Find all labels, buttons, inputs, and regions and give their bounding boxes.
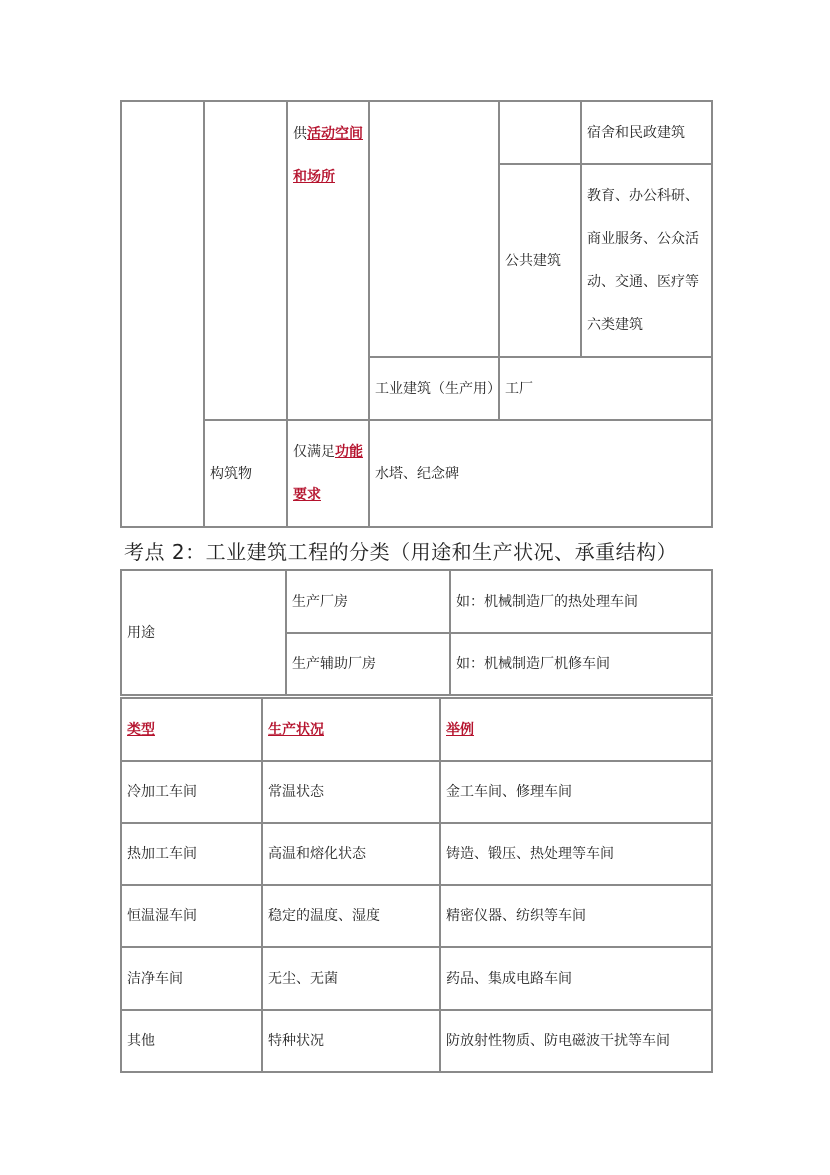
header-cell xyxy=(121,698,262,761)
cell-text: 药品、集成电路车间 xyxy=(446,970,572,987)
table-header-row xyxy=(121,698,712,761)
structure-cell xyxy=(204,420,287,527)
public-building-desc-cell xyxy=(581,164,712,357)
industrial-example: 工厂 xyxy=(505,380,533,397)
header-type: 类型 xyxy=(127,721,155,738)
factory-type: 生产厂房 xyxy=(292,593,348,610)
header-example: 举例 xyxy=(446,721,474,738)
cell-text: 稳定的温度、湿度 xyxy=(268,908,380,924)
table-cell xyxy=(121,947,262,1010)
table-cell xyxy=(450,633,712,695)
structure-desc-cell xyxy=(287,420,369,527)
cell-text: 冷加工车间 xyxy=(127,784,197,800)
section-heading xyxy=(124,536,677,565)
cell-text: 高温和熔化状态 xyxy=(268,846,366,862)
cell-text: 特种状况 xyxy=(268,1033,324,1049)
header-cell xyxy=(440,698,712,761)
table-cell xyxy=(440,1010,712,1072)
table-cell xyxy=(440,761,712,823)
table-cell xyxy=(121,885,262,947)
cell-text: 精密仪器、纺织等车间 xyxy=(446,908,586,924)
residential-sub-text: 宿舍和民政建筑 xyxy=(587,124,685,141)
usage-prefix: 供 xyxy=(293,126,307,142)
usage-category: 用途 xyxy=(127,624,155,641)
table-cell xyxy=(440,885,712,947)
cell-text: 热加工车间 xyxy=(127,846,197,862)
cell-text: 洁净车间 xyxy=(127,970,183,987)
structure-label: 构筑物 xyxy=(210,465,252,482)
header-cell xyxy=(262,698,440,761)
section-title: 考点 2：工业建筑工程的分类（用途和生产状况、承重结构） xyxy=(124,540,678,564)
table-cell xyxy=(262,885,440,947)
table-cell xyxy=(121,761,262,823)
table-cell xyxy=(262,947,440,1010)
production-status-table xyxy=(120,697,711,1073)
table-cell xyxy=(369,101,499,357)
usage-emphasis: 活动空间和场所 xyxy=(293,126,363,185)
header-status: 生产状况 xyxy=(268,721,324,738)
table-cell xyxy=(286,570,450,633)
cell-text: 铸造、锻压、热处理等车间 xyxy=(446,846,614,862)
cell-text: 其他 xyxy=(127,1033,155,1049)
cell-text: 恒温湿车间 xyxy=(127,908,197,924)
cell-text: 常温状态 xyxy=(268,784,324,800)
table-cell xyxy=(286,633,450,695)
industrial-example-cell xyxy=(499,357,712,420)
structure-emphasis: 功能要求 xyxy=(293,443,363,503)
table-cell xyxy=(262,823,440,885)
cell-text: 无尘、无菌 xyxy=(268,970,338,987)
industrial-building-cell xyxy=(369,357,499,420)
table-cell xyxy=(440,947,712,1010)
public-building-cell xyxy=(499,164,581,357)
industrial-building-label: 工业建筑（生产用） xyxy=(375,380,501,397)
factory-example: 如：机械制造厂的热处理车间 xyxy=(456,593,638,610)
cell-text: 防放射性物质、防电磁波干扰等车间 xyxy=(446,1033,670,1049)
cell-text: 金工车间、修理车间 xyxy=(446,784,572,800)
table-cell xyxy=(121,823,262,885)
table-cell xyxy=(204,101,287,420)
table-cell xyxy=(262,761,440,823)
building-classification-table xyxy=(120,100,711,528)
residential-sub-cell xyxy=(581,101,712,164)
table-cell xyxy=(121,101,204,527)
usage-category-cell xyxy=(121,570,286,695)
factory-example: 如：机械制造厂机修车间 xyxy=(456,656,610,672)
structure-example: 水塔、纪念碑 xyxy=(375,465,459,482)
public-building-desc: 教育、办公科研、商业服务、公众活动、交通、医疗等六类建筑 xyxy=(587,187,699,333)
table-row xyxy=(121,823,712,885)
industrial-usage-table xyxy=(120,569,711,696)
table-row xyxy=(121,885,712,947)
usage-cell xyxy=(287,101,369,420)
structure-prefix: 仅满足 xyxy=(293,443,335,460)
table-row xyxy=(121,1010,712,1072)
table-cell xyxy=(121,1010,262,1072)
table-row xyxy=(121,761,712,823)
table-cell xyxy=(262,1010,440,1072)
table-cell xyxy=(440,823,712,885)
factory-type: 生产辅助厂房 xyxy=(292,656,376,672)
structure-example-cell xyxy=(369,420,712,527)
table-cell xyxy=(450,570,712,633)
table-cell xyxy=(499,101,581,164)
table-row xyxy=(121,947,712,1010)
public-building-label: 公共建筑 xyxy=(505,252,561,269)
